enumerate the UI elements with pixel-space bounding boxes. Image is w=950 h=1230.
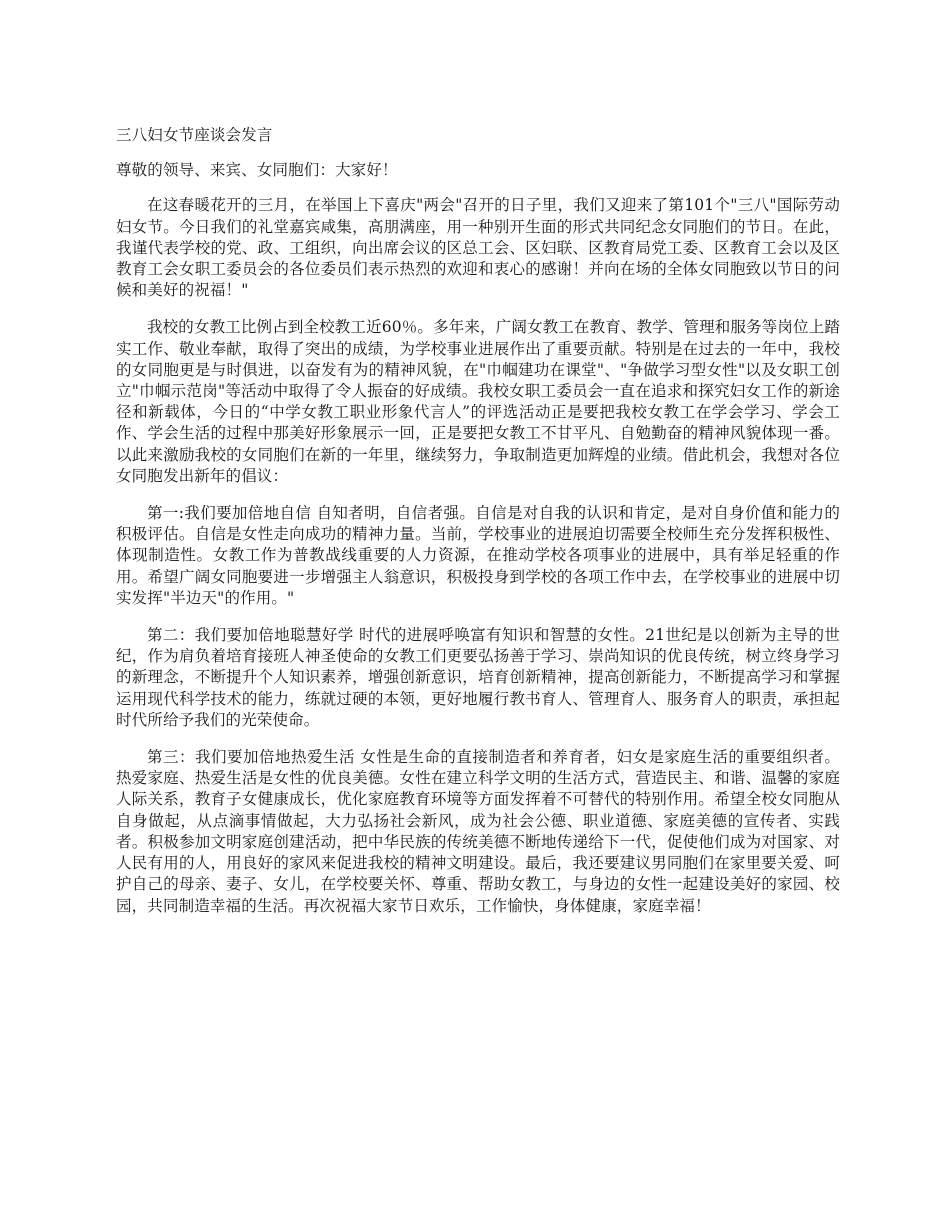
greeting: 尊敬的领导、来宾、女同胞们：大家好！ — [116, 161, 398, 180]
document-page — [116, 125, 840, 933]
paragraph-achievements: 我校的女教工比例占到全校教工近60％。多年来，广阔女教工在教育、教学、管理和服务等岗位上踏实工作、敬业奉献，取得了突出的成绩，为学校事业进展作出了重要贡献。特别是在过去的一年中，我校的女同胞更是与时俱进，以奋发有为的精神风貌，在"巾帼建功在课堂"、"争做学习型女性"以及女职工创立"巾帼示范岗"等活动中取得了令人振奋的好成绩。我校女职工委员会一直在追求和探究妇女工作的新途径和新载体，今日的“中学女教工职业形象代言人”的评选活动正是要把我校女教工在学会学习、学会工作、学会生活的过程中那美好形象展示一回，正是要把女教工不甘平凡、自勉勤奋的精神风貌体现一番。以此来激励我校的女同胞们在新的一年里，继续努力，争取制造更加辉煌的业绩。借此机会，我想对各位女同胞发出新年的倡议： — [116, 318, 840, 485]
paragraph-second-proposal: 第二：我们要加倍地聪慧好学 时代的进展呼唤富有知识和智慧的女性。21世纪是以创新为主导的世纪，作为肩负着培育接班人神圣使命的女教工们更要弘扬善于学习、崇尚知识的优良传统，树立终身学习的新理念，不断提升个人知识素养，增强创新意识，培育创新精神，提高创新能力，不断提高学习和掌握运用现代科学技术的能力，练就过硬的本领，更好地履行教书育人、管理育人、服务育人的职责，承担起时代所给予我们的光荣使命。 — [116, 626, 840, 729]
paragraph-intro: 在这春暖花开的三月，在举国上下喜庆"两会"召开的日子里，我们又迎来了第101个"三八"国际劳动妇女节。今日我们的礼堂嘉宾咸集，高朋满座，用一种别开生面的形式共同纪念女同胞们的节日。在此，我谨代表学校的党、政、工组织，向出席会议的区总工会、区妇联、区教育局党工委、区教育工会以及区教育工会女职工委员会的各位委员们表示热烈的欢迎和衷心的感谢！并向在场的全体女同胞致以节日的问候和美好的祝福！" — [116, 196, 840, 300]
paragraph-third-proposal: 第三：我们要加倍地热爱生活 女性是生命的直接制造者和养育者，妇女是家庭生活的重要组织者。热爱家庭、热爱生活是女性的优良美德。女性在建立科学文明的生活方式，营造民主、和谐、温馨的家庭人际关系，教育子女健康成长，优化家庭教育环境等方面发挥着不可替代的特别作用。希望全校女同胞从自身做起，从点滴事情做起，大力弘扬社会新风，成为社会公德、职业道德、家庭美德的宣传者、实践者。积极参加文明家庭创建活动，把中华民族的传统美德不断地传递给下一代，促使他们成为对国家、对人民有用的人，用良好的家风来促进我校的精神文明建设。最后，我还要建议男同胞们在家里要关爱、呵护自己的母亲、妻子、女儿，在学校要关怀、尊重、帮助女教工，与身边的女性一起建设美好的家园、校园，共同制造幸福的生活。再次祝福大家节日欢乐，工作愉快，身体健康，家庭幸福！ — [116, 748, 840, 915]
document-title: 三八妇女节座谈会发言 — [116, 126, 273, 144]
paragraph-first-proposal: 第一:我们要加倍地自信 自知者明，自信者强。自信是对自我的认识和肯定，是对自身价值和能力的积极评估。自信是女性走向成功的精神力量。当前，学校事业的进展迫切需要全校师生充分发挥积极性、体现制造性。女教工作为普教战线重要的人力资源，在推动学校各项事业的进展中，具有举足轻重的作用。希望广阔女同胞要进一步增强主人翁意识，积极投身到学校的各项工作中去，在学校事业的进展中切实发挥"半边天"的作用。" — [116, 504, 840, 607]
